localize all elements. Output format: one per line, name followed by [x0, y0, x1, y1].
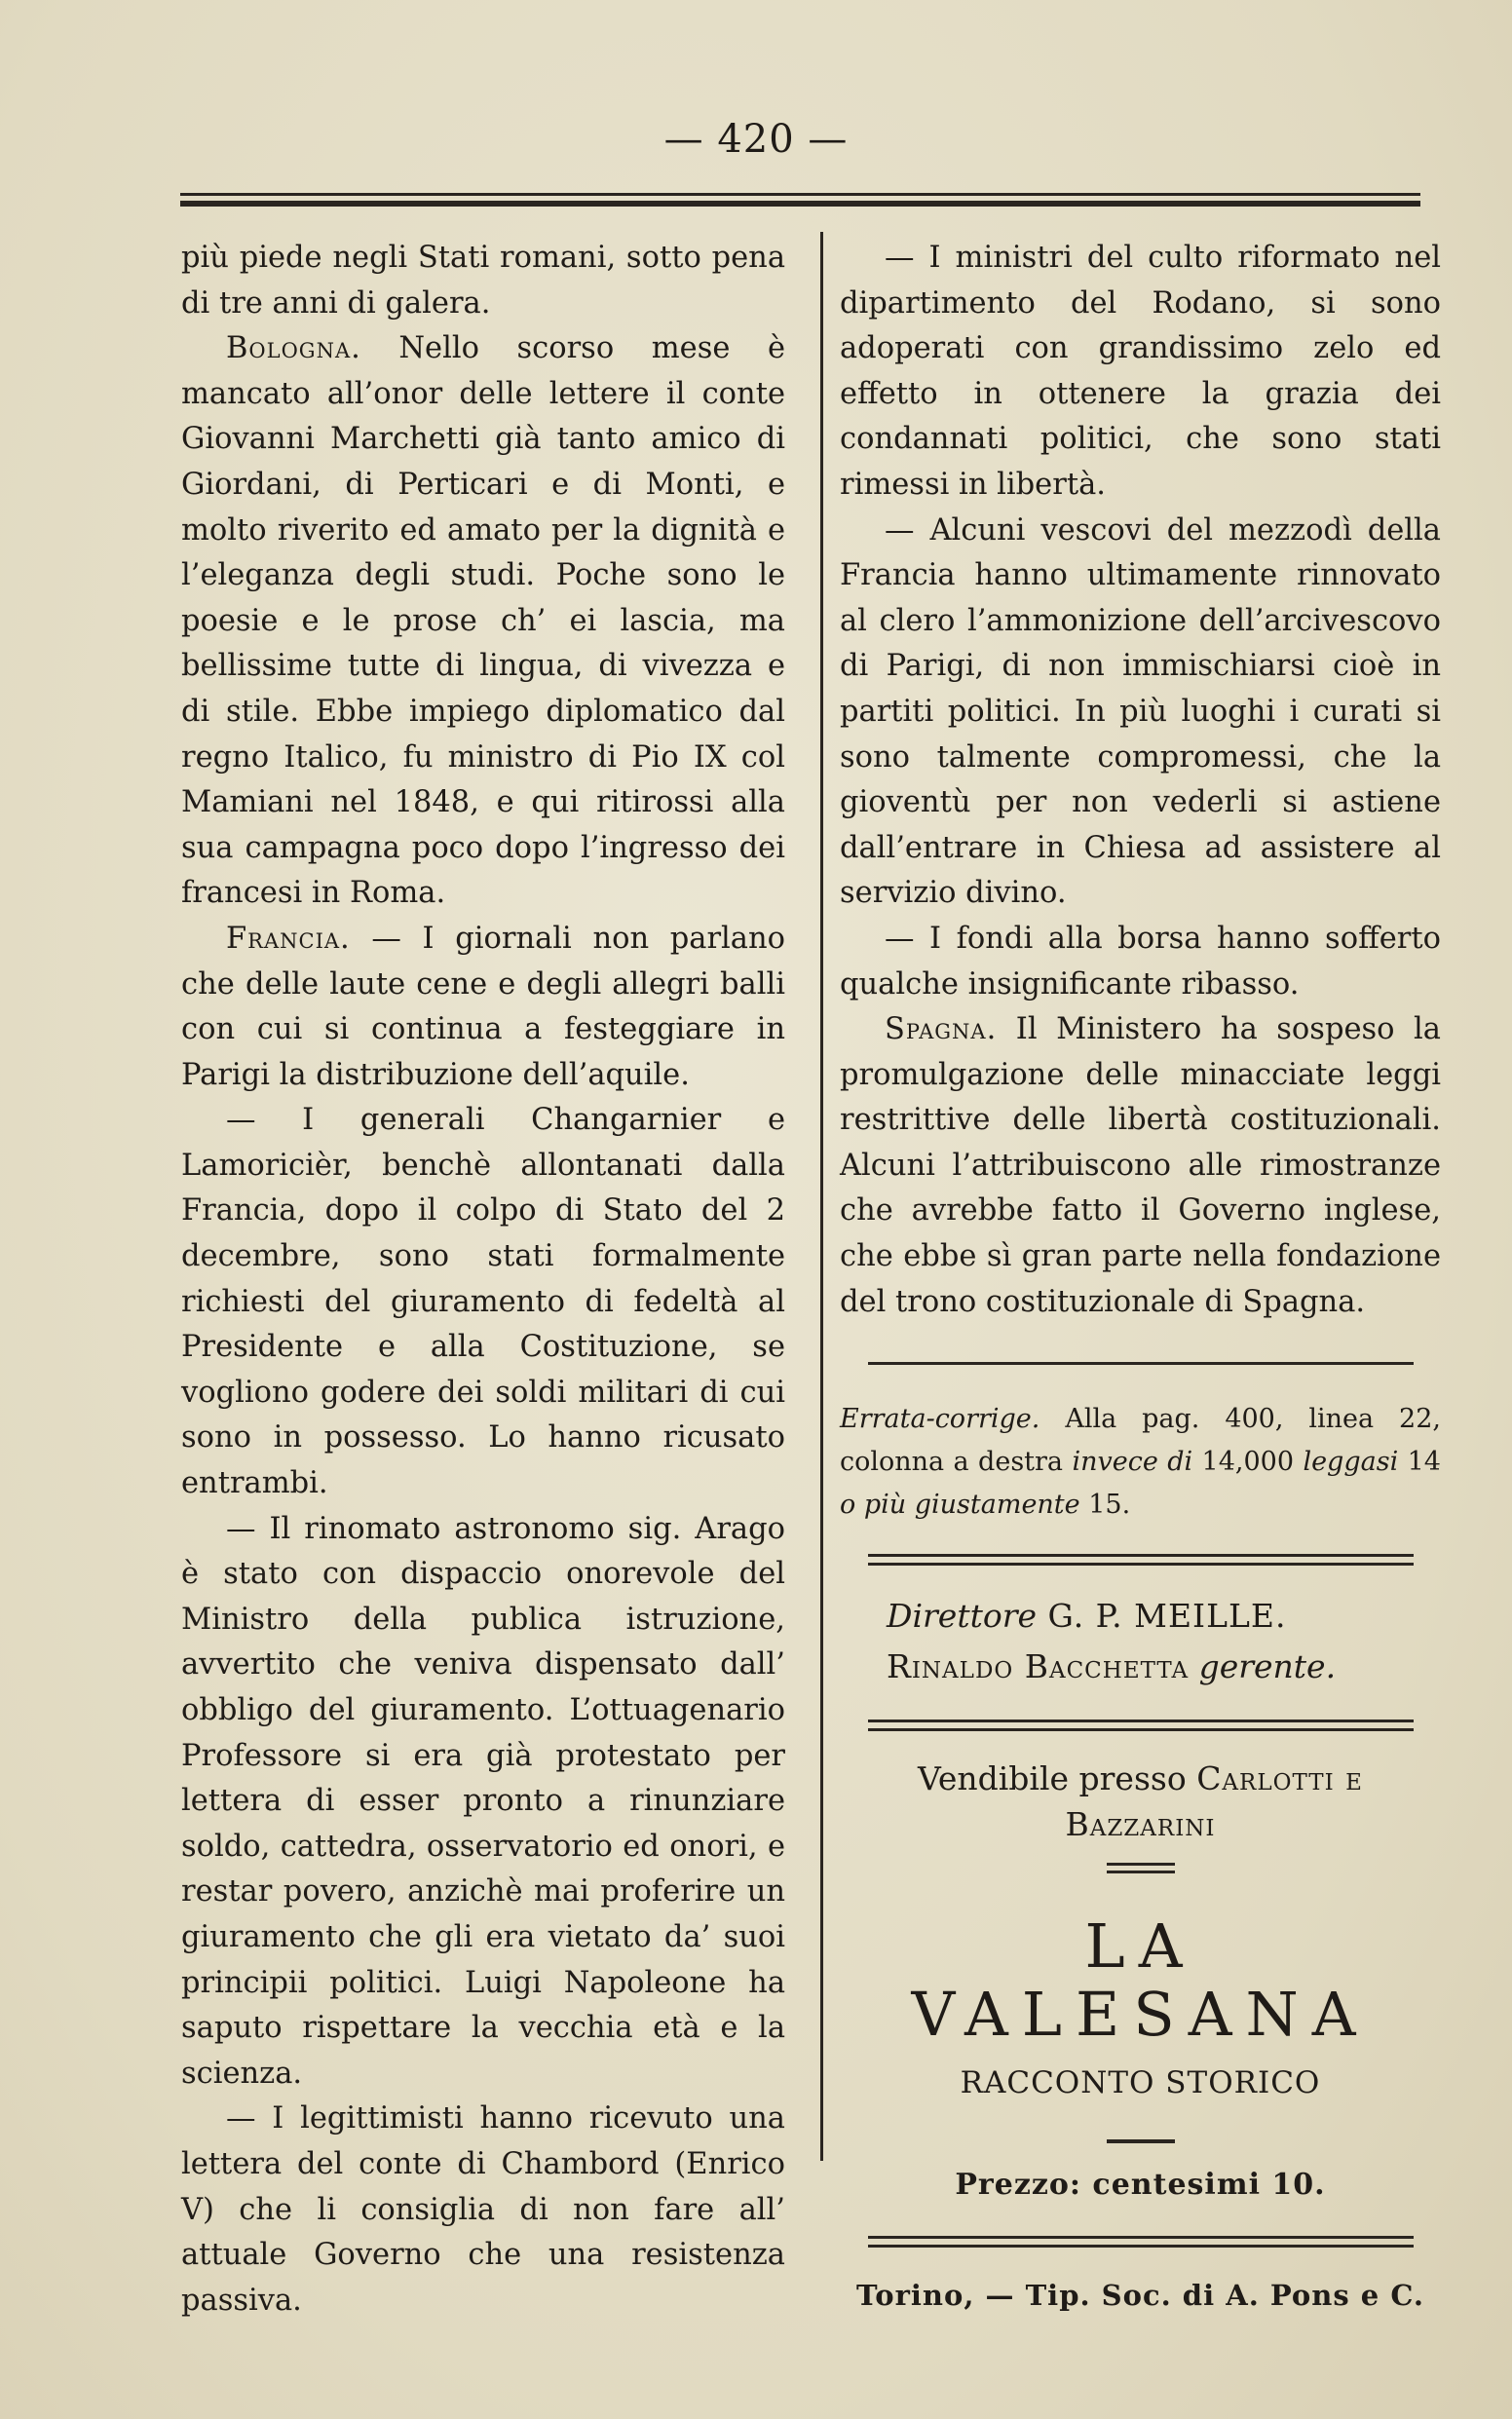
errata-text: 14 — [1398, 1447, 1441, 1478]
column-divider — [820, 232, 823, 2161]
errata-text: o più giustamente — [840, 1490, 1080, 1521]
errata-text: invece di — [1072, 1447, 1193, 1478]
errata-text: 15. — [1079, 1490, 1131, 1521]
vendibile-prefix: Vendibile presso — [918, 1759, 1197, 1798]
paragraph-spagna-text: Il Ministero ha sospeso la promulgazione delle minacciate leggi restrittive delle libertà costituzionali. Alcuni l’attribuiscono alle rimostranze che avrebbe fatto il Governo inglese, che ebbe sì gran parte nella fondazione del trono costituzionale di Spagna. — [840, 1012, 1441, 1319]
gerente-line — [887, 1642, 1441, 1692]
paragraph-legittimisti: — I legittimisti hanno ricevuto una lettera del conte di Chambord (Enrico V) che li consiglia di non fare all’ attuale Governo che una resistenza passiva. — [181, 2101, 785, 2318]
header-rule — [180, 193, 1420, 207]
book-price: Prezzo: centesimi 10. — [955, 2168, 1326, 2203]
paragraph-ministri: — I ministri del culto riformato nel dipartimento del Rodano, si sono adoperati con grandissimo zelo ed effetto in ottenere la grazia dei condannati politici, che sono stati rimessi in libertà. — [840, 241, 1441, 502]
errata-text: leggasi — [1303, 1447, 1399, 1478]
right-column — [840, 236, 1441, 2318]
paragraph-bologna-text: Nello scorso mese è mancato all’onor delle lettere il conte Giovanni Marchetti già tanto amico di Giordani, di Perticari e di Monti, e molto riverito ed amato per la dignità e l’eleganza degli studi. Poche sono le poesie e le prose ch’ ei lascia, ma bellissime tutte di lingua, di vivezza e di stile. Ebbe impiego diplomatico dal regno Italico, fu ministro di Pio IX col Mamiani nel 1848, e qui ritirossi alla sua campagna poco dopo l’ingresso dei francesi in Roma. — [181, 331, 785, 911]
book-title: LA VALESANA — [911, 1910, 1370, 2051]
printer-imprint: Torino, — Tip. Soc. di A. Pons e C. — [856, 2278, 1424, 2312]
paragraph-francia — [181, 917, 785, 1098]
errata-corrige — [840, 1398, 1441, 1527]
double-rule — [868, 1554, 1414, 1566]
paragraph-generali: — I generali Changarnier e Lamoricièr, benchè allontanati dalla Francia, dopo il colpo di Stato del 2 decembre, sono stati formalmente richiesti del giuramento di fedeltà al Presidente e alla Costituzione, se vogliono godere dei soldi militari di cui sono in possesso. Lo hanno ricusato entrambi. — [181, 1103, 785, 1501]
errata-label: Errata-corrige. — [840, 1404, 1040, 1435]
masthead-credits — [840, 1591, 1441, 1692]
section-head-francia: Francia. — [226, 921, 351, 956]
paragraph-arago: — Il rinomato astronomo sig. Arago è stato con dispaccio onorevole del Ministro della publica istruzione, avvertito che veniva dispensato dall’ obbligo del giuramento. L’ottuagenario Professore si era già protestato per lettera di esser pronto a rinunziare soldo, cattedra, osservatorio ed onori, e restar povero, anzichè mai proferire un giuramento che gli era vietato da’ suoi principii politici. Luigi Napoleone ha saputo rispettare la vecchia età e la scienza. — [181, 1511, 785, 2091]
double-rule — [868, 1720, 1414, 1731]
director-line — [887, 1591, 1441, 1642]
left-column — [181, 236, 785, 2324]
page-number: — 420 — — [663, 117, 849, 162]
errata-text: Alla pag. 400, linea 22, colonna a destra — [840, 1404, 1441, 1478]
book-subtitle: RACCONTO STORICO — [960, 2065, 1321, 2101]
section-head-bologna: Bologna. — [226, 331, 361, 366]
paragraph-spagna — [840, 1007, 1441, 1325]
section-rule — [868, 1362, 1414, 1365]
vendibile-line — [840, 1757, 1441, 1847]
director-name: G. P. MEILLE. — [1037, 1597, 1287, 1636]
ornament-dash — [1107, 2139, 1175, 2143]
gerente-label: gerente. — [1189, 1647, 1337, 1686]
gerente-name: Rinaldo Bacchetta — [887, 1647, 1190, 1686]
errata-text: 14,000 — [1192, 1447, 1304, 1478]
paragraph-continuation: più piede negli Stati romani, sotto pena di tre anni di galera. — [181, 241, 785, 321]
section-head-spagna: Spagna. — [885, 1012, 998, 1047]
paragraph-fondi: — I fondi alla borsa hanno sofferto qualche insignificante ribasso. — [840, 921, 1441, 1002]
double-rule — [868, 2236, 1414, 2248]
paragraph-francia-text: — I giornali non parlano che delle laute cene e degli allegri balli con cui si continua a festeggiare in Parigi la distribuzione dell’aquile. — [181, 921, 785, 1092]
director-label: Direttore — [887, 1597, 1038, 1636]
paragraph-bologna — [181, 326, 785, 917]
vendibile-names: Carlotti e Bazzarini — [1065, 1759, 1363, 1843]
ornament-rule — [1107, 1863, 1175, 1873]
paragraph-vescovi: — Alcuni vescovi del mezzodì della Francia hanno ultimamente rinnovato al clero l’ammonizione dell’arcivescovo di Parigi, di non immischiarsi cioè in partiti politici. In più luoghi i curati si sono talmente compromessi, che la gioventù per non vederli si astiene dall’entrare in Chiesa ad assistere al servizio divino. — [840, 512, 1441, 911]
